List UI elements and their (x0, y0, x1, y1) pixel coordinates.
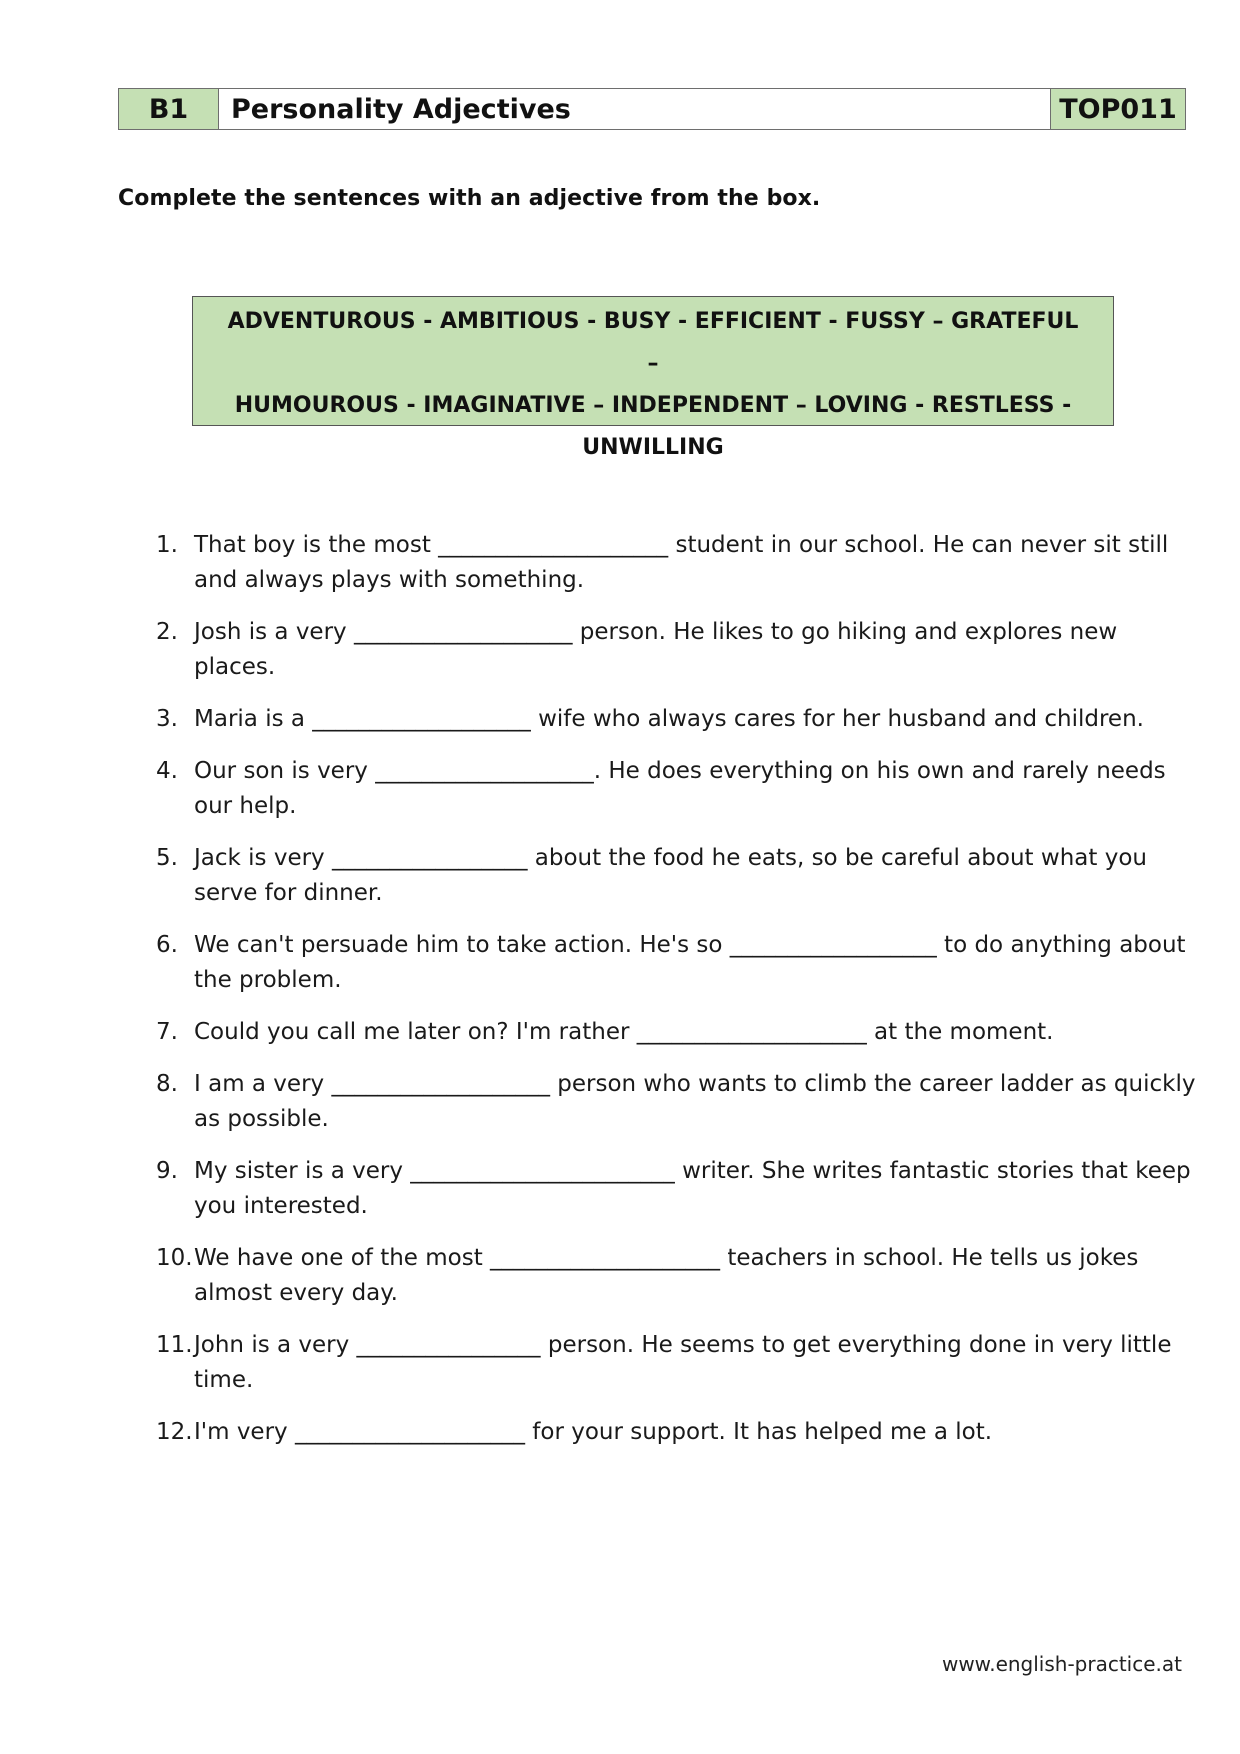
exercise-list (156, 528, 1196, 1467)
exercise-number: 3. (156, 706, 178, 732)
exercise-item (156, 1241, 1196, 1311)
exercise-item (156, 702, 1196, 737)
exercise-sentence: We have one of the most ____________________ teachers in school. He tells us jokes almost every day. (194, 1245, 1139, 1306)
exercise-sentence: Could you call me later on? I'm rather ____________________ at the moment. (194, 1019, 1054, 1045)
word-box-line-2: HUMOUROUS - IMAGINATIVE – INDEPENDENT – LOVING - RESTLESS - (234, 393, 1072, 418)
exercise-number: 5. (156, 845, 178, 871)
exercise-number: 6. (156, 932, 178, 958)
word-box-line-3: UNWILLING (582, 435, 724, 460)
exercise-sentence: We can't persuade him to take action. He's so __________________ to do anything about the problem. (194, 932, 1186, 993)
worksheet-code: TOP011 (1051, 89, 1185, 129)
exercise-item (156, 1015, 1196, 1050)
exercise-item (156, 754, 1196, 824)
exercise-number: 8. (156, 1071, 178, 1097)
exercise-sentence: Our son is very ___________________. He does everything on his own and rarely needs our help. (194, 758, 1166, 819)
exercise-item (156, 615, 1196, 685)
worksheet-title: Personality Adjectives (219, 89, 1051, 129)
exercise-sentence: That boy is the most ____________________ student in our school. He can never sit still and always plays with something. (194, 532, 1169, 593)
exercise-number: 7. (156, 1019, 178, 1045)
exercise-sentence: I'm very ____________________ for your support. It has helped me a lot. (194, 1419, 993, 1445)
exercise-number: 4. (156, 758, 178, 784)
exercise-sentence: My sister is a very _______________________ writer. She writes fantastic stories that keep you interested. (194, 1158, 1191, 1219)
exercise-number: 12. (156, 1419, 193, 1445)
exercise-sentence: John is a very ________________ person. He seems to get everything done in very little time. (194, 1332, 1172, 1393)
exercise-item (156, 841, 1196, 911)
exercise-item (156, 528, 1196, 598)
exercise-item (156, 928, 1196, 998)
worksheet-header (118, 88, 1186, 130)
exercise-number: 9. (156, 1158, 178, 1184)
instruction-text: Complete the sentences with an adjective from the box. (118, 186, 821, 211)
exercise-item (156, 1415, 1196, 1450)
exercise-sentence: Josh is a very ___________________ person. He likes to go hiking and explores new places. (194, 619, 1118, 680)
footer-website: www.english-practice.at (941, 1652, 1182, 1676)
exercise-item (156, 1067, 1196, 1137)
word-box-line-1: ADVENTUROUS - AMBITIOUS - BUSY - EFFICIENT - FUSSY – GRATEFUL – (227, 309, 1079, 376)
exercise-number: 11. (156, 1332, 193, 1358)
exercise-number: 1. (156, 532, 178, 558)
exercise-number: 10. (156, 1245, 193, 1271)
exercise-item (156, 1328, 1196, 1398)
exercise-sentence: Jack is very _________________ about the food he eats, so be careful about what you serve for dinner. (194, 845, 1147, 906)
exercise-sentence: I am a very ___________________ person who wants to climb the career ladder as quickly as possible. (194, 1071, 1196, 1132)
word-box (192, 296, 1114, 460)
exercise-item (156, 1154, 1196, 1224)
exercise-number: 2. (156, 619, 178, 645)
level-badge: B1 (119, 89, 219, 129)
exercise-sentence: Maria is a ___________________ wife who always cares for her husband and children. (194, 706, 1144, 732)
